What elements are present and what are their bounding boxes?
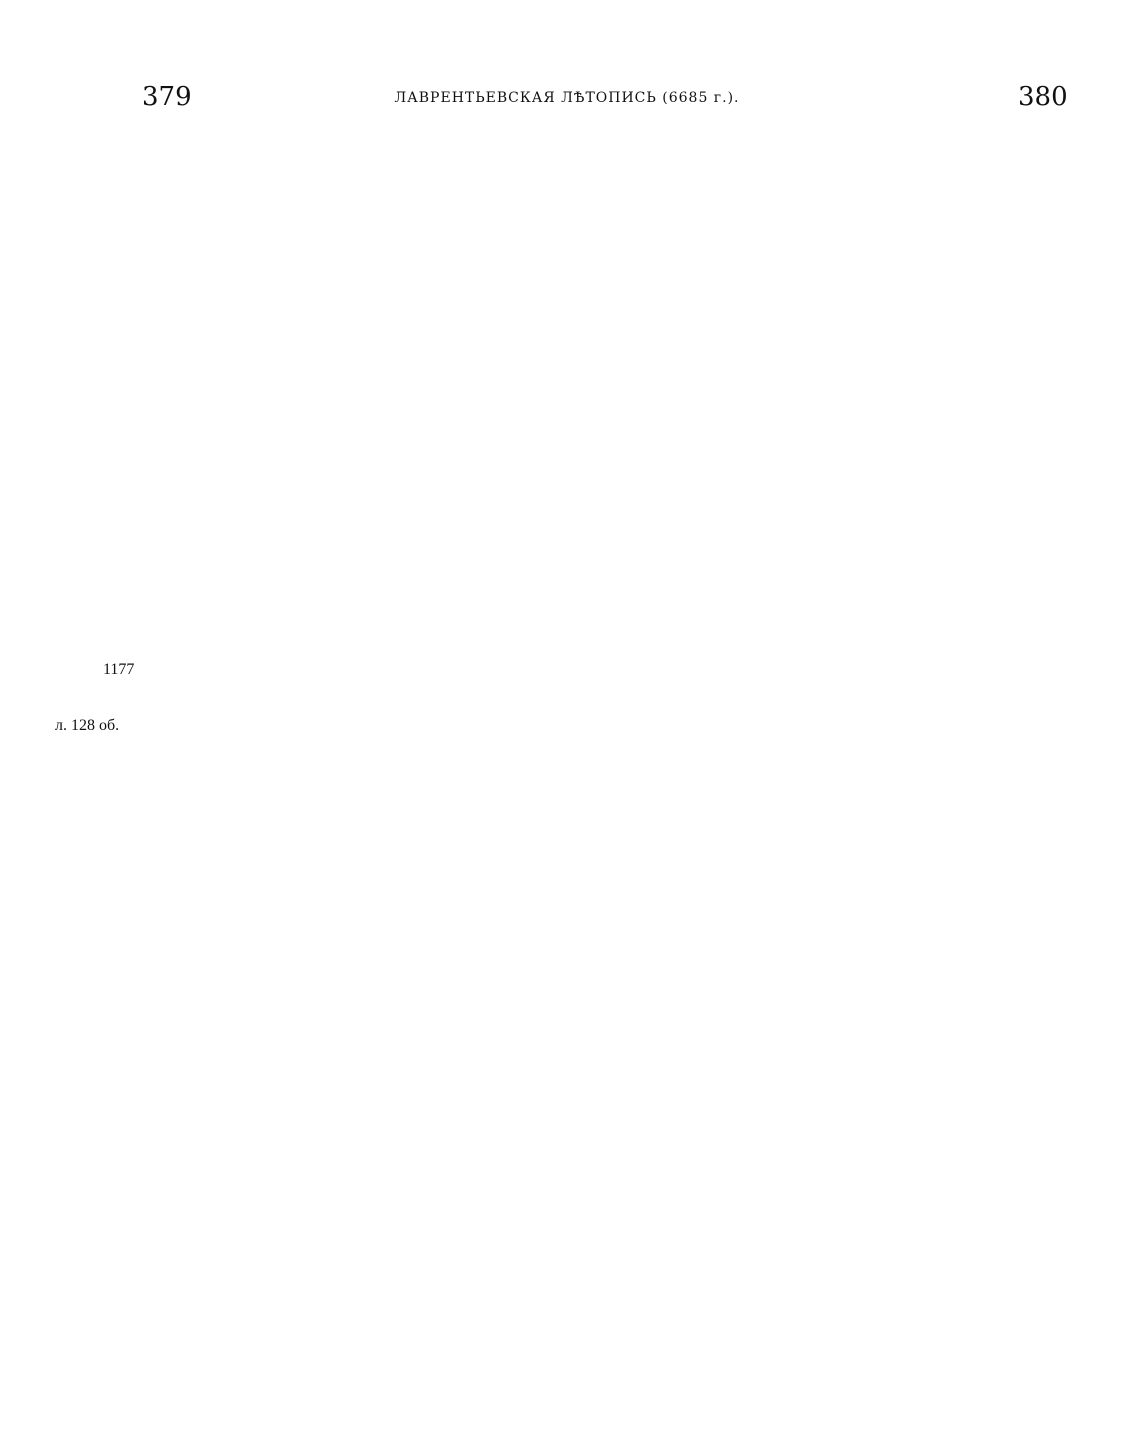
variants-apparatus [170,970,1070,1315]
text-line [613,766,1071,795]
column-left [142,128,594,969]
variant-line [170,1200,1070,1223]
text-line [142,824,594,853]
variant-line [170,1246,1070,1269]
text-line [142,215,594,244]
text-line [142,853,594,882]
text-line [142,679,594,708]
text-line [613,389,1071,418]
text-line [142,911,594,940]
variant-line [170,1131,1070,1154]
variant-line [170,1085,1070,1108]
text-line [613,476,1071,505]
text-line [142,737,594,766]
text-line [613,940,1071,969]
text-line [142,157,594,186]
variant-line [170,1062,1070,1085]
text-line [613,447,1071,476]
text-line [142,940,594,969]
text-line [142,563,594,592]
text-line [142,592,594,621]
text-line [613,505,1071,534]
text-line [142,244,594,273]
text-line [613,128,1071,157]
text-line [613,273,1071,302]
text-line [142,534,594,563]
text-line [613,650,1071,679]
text-line [142,882,594,911]
text-line [142,476,594,505]
text-line [613,563,1071,592]
text-line [142,186,594,215]
running-head: ЛАВРЕНТЬЕВСКАЯ ЛѢТОПИСЬ (6685 г.). [394,90,740,106]
text-line [142,302,594,331]
text-line [613,621,1071,650]
text-line [613,331,1071,360]
text-line [613,824,1071,853]
variant-line [170,1269,1070,1292]
text-line [613,186,1071,215]
text-line [613,360,1071,389]
text-line [613,882,1071,911]
text-line [613,679,1071,708]
text-line [613,853,1071,882]
text-line [613,737,1071,766]
text-line [613,244,1071,273]
column-right [613,128,1071,969]
text-line [142,795,594,824]
margin-folio: л. 128 об. [55,717,120,734]
text-line [142,331,594,360]
text-line [142,418,594,447]
text-line [142,447,594,476]
text-line [613,534,1071,563]
text-line [613,911,1071,940]
text-line [613,708,1071,737]
variant-line [170,1039,1070,1062]
page-number-left: 379 [142,82,192,112]
variant-line [170,993,1070,1016]
text-line [613,215,1071,244]
text-line [142,505,594,534]
text-line [142,708,594,737]
text-line [613,302,1071,331]
text-line [613,157,1071,186]
text-line [613,418,1071,447]
text-line [142,389,594,418]
note-line [170,1298,1070,1319]
note-line [170,1340,1070,1361]
text-line [613,592,1071,621]
variant-line [170,1223,1070,1246]
text-line [142,128,594,157]
note-line [170,1319,1070,1340]
variant-line [170,970,1070,993]
text-line [142,273,594,302]
variant-line [170,1154,1070,1177]
page-number-right: 380 [1018,82,1068,112]
margin-year: 1177 [103,661,135,678]
variant-line [170,1016,1070,1039]
text-line [142,650,594,679]
editorial-notes [170,1298,1070,1361]
text-line [142,766,594,795]
variant-line [170,1177,1070,1200]
text-line [142,360,594,389]
text-line [142,621,594,650]
text-line [613,795,1071,824]
variant-line [170,1108,1070,1131]
